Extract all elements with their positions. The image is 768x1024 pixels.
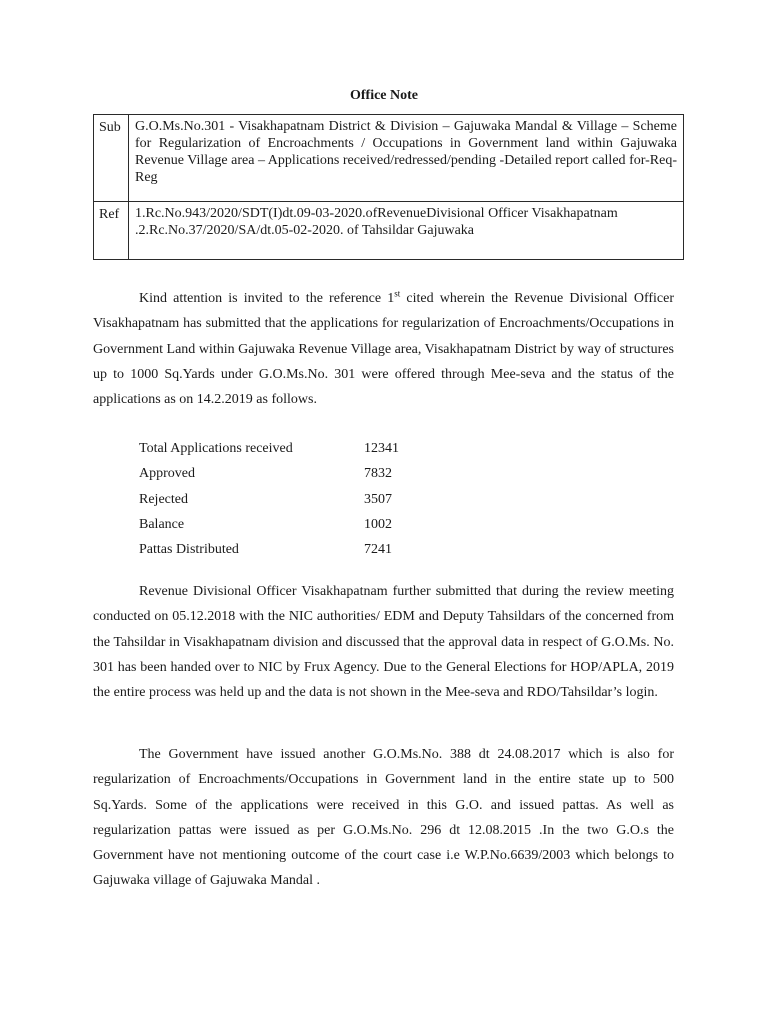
stats-label: Pattas Distributed xyxy=(139,542,239,558)
stats-label: Approved xyxy=(139,466,195,482)
stats-label: Balance xyxy=(139,516,185,532)
paragraph-intro xyxy=(93,286,674,412)
stats-row xyxy=(139,537,424,562)
stats-label: Rejected xyxy=(139,491,188,507)
paragraph-intro-text-a: Kind attention is invited to the reference 1 xyxy=(139,291,395,306)
stats-label: Total Applications received xyxy=(139,441,293,456)
stats-row xyxy=(139,436,424,461)
reference-label: Ref xyxy=(94,202,129,260)
stats-row xyxy=(139,512,424,537)
reference-cell xyxy=(129,202,684,260)
applications-status-table xyxy=(139,436,424,562)
stats-row xyxy=(139,487,424,512)
reference-line-1: 1.Rc.No.943/2020/SDT(I)dt.09-03-2020.ofRevenueDivisional Officer Visakhapatnam xyxy=(135,206,618,221)
subject-label: Sub xyxy=(94,115,129,202)
subject-reference-table xyxy=(93,114,684,260)
subject-row xyxy=(94,115,684,202)
stats-value: 1002 xyxy=(364,516,392,532)
page-title: Office Note xyxy=(349,88,419,103)
stats-value: 12341 xyxy=(364,441,399,456)
reference-line-2: .2.Rc.No.37/2020/SA/dt.05-02-2020. of Tahsildar Gajuwaka xyxy=(135,223,474,238)
paragraph-review-meeting xyxy=(93,579,674,705)
stats-row xyxy=(139,461,424,486)
stats-value: 7241 xyxy=(364,542,392,558)
stats-value: 7832 xyxy=(364,466,392,482)
paragraph-government-orders-text: The Government have issued another G.O.Ms.No. 388 dt 24.08.2017 which is also for regularization of Encroachments/Occupations in Government land in the entire state up to 500 Sq.Yards. Some of the applications were received in this G.O. and issued pattas. As well as regularization pattas were issued as per G.O.Ms.No. 296 dt 12.08.2015 .In the two G.O.s the Government have not mentioning outcome of the court case i.e W.P.No.6639/2003 which belongs to Gajuwaka village of Gajuwaka Mandal . xyxy=(93,747,674,889)
subject-text: G.O.Ms.No.301 - Visakhapatnam District & Division – Gajuwaka Mandal & Village – Scheme for Regularization of Encroachments / Occupations in Government land within Gajuwaka Revenue Village area – Applications received/redressed/pending -Detailed report called for-Req-Reg xyxy=(129,115,684,202)
paragraph-government-orders xyxy=(93,742,674,894)
paragraph-review-meeting-text: Revenue Divisional Officer Visakhapatnam further submitted that during the review meeting conducted on 05.12.2018 with the NIC authorities/ EDM and Deputy Tahsildars of the concerned from the Tahsildar in Visakhapatnam division and discussed that the approval data in respect of G.O.Ms. No. 301 has been handed over to NIC by Frux Agency. Due to the General Elections for HOP/APLA, 2019 the entire process was held up and the data is not shown in the Mee-seva and RDO/Tahsildar’s login. xyxy=(93,584,674,701)
stats-value: 3507 xyxy=(364,491,392,507)
reference-row xyxy=(94,202,684,260)
paragraph-intro-text-b: cited wherein the Revenue Divisional Officer Visakhapatnam has submitted that the applications for regularization of Encroachments/Occupations in Government Land within Gajuwaka Revenue Village area, Visakhapatnam District by way of structures up to 1000 Sq.Yards under G.O.Ms.No. 301 were offered through Mee-seva and the status of the applications as on 14.2.2019 as follows. xyxy=(93,291,674,408)
ordinal-superscript: st xyxy=(394,288,401,299)
